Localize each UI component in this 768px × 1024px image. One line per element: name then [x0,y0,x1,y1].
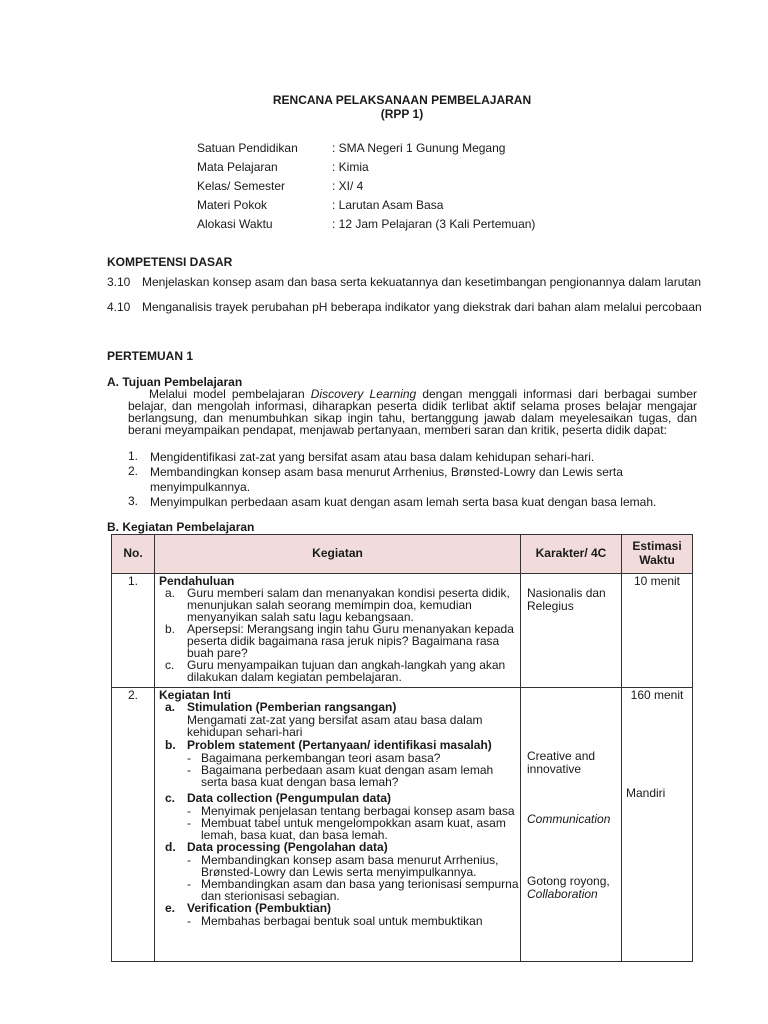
tujuan-item-number: 1. [128,449,139,463]
tujuan-item-number: 3. [128,494,139,508]
row-karakter [521,574,622,688]
kompetensi-text: Menjelaskan konsep asam dan basa serta kekuatannya dan kesetimbangan pengionannya dalam larutan [142,275,702,289]
tujuan-heading: A. Tujuan Pembelajaran [107,375,243,389]
document-title [0,93,768,121]
item-text: Guru memberi salam dan menanyakan kondisi peserta didik, menunjukan salah seorang memimpin doa, kemudian menyanyikan salah satu lagu kebangsaan. [187,586,510,624]
step-marker: b. [165,738,176,752]
kompetensi-number: 4.10 [107,300,131,314]
dash-item: - Membandingkan asam dan basa yang terionisasi sempurna dan sterionisasi sebagian. [187,877,519,903]
dash-text: Membandingkan asam dan basa yang terionisasi sempurna dan sterionisasi sebagian. [201,877,519,903]
estimasi-text: 10 menit [633,574,681,588]
karakter-collaboration: Collaboration [527,887,598,901]
dash-text: Membuat tabel untuk mengelompokkan asam kuat, asam lemah, basa kuat, dan basa lemah. [201,816,506,842]
step-marker: a. [165,700,176,714]
dash-text: Bagaimana perkembangan teori asam basa? [201,751,441,765]
title-line-1: RENCANA PELAKSANAAN PEMBELAJARAN [272,93,532,107]
step-text: Verification (Pembuktian) [187,901,332,915]
kompetensi-number: 3.10 [107,275,131,289]
dash-text: Menyimak penjelasan tentang berbagai konsep asam basa [201,804,515,818]
item-text: Apersepsi: Merangsang ingin tahu Guru menanyakan kepada peserta didik bagaimana rasa jeruk nipis? Bagaimana rasa buah pare? [187,622,514,660]
dash-item: - Membahas berbagai bentuk soal untuk membuktikan [187,914,483,928]
identity-value: : XI/ 4 [332,179,364,193]
row-karakter [521,688,622,962]
item-marker: c. [165,658,175,672]
identity-value: : SMA Negeri 1 Gunung Megang [332,141,506,155]
identity-label: Mata Pelajaran [197,160,278,174]
item-marker: b. [165,622,176,636]
step-marker: d. [165,840,176,854]
item-marker: a. [165,586,176,600]
section-title: Kegiatan Inti [159,688,232,702]
step-marker: c. [165,791,176,805]
karakter-communication: Communication [527,812,611,826]
dash-item: - Bagaimana perbedaan asam kuat dengan asam lemah serta basa kuat dengan basa lemah? [187,763,494,789]
model-name: Discovery Learning [310,387,417,401]
header-karakter: Karakter/ 4C [521,535,622,574]
step-text: Data collection (Pengumpulan data) [187,791,392,805]
karakter-creative: Creative and innovative [527,749,596,776]
header-kegiatan: Kegiatan [155,535,521,574]
section-title: Pendahuluan [159,574,235,588]
tujuan-paragraph-start: Melalui model pembelajaran [149,387,311,401]
activity-item [155,623,520,659]
item-text: Guru menyampaikan tujuan dan angkah-langkah yang akan dilakukan dalam kegiatan pembelajaran. [187,658,506,684]
dash-item: - Bagaimana perkembangan teori asam basa? [187,751,441,765]
table-header-row [112,535,693,574]
karakter-mandiri: Mandiri [626,786,666,800]
identity-value: : Larutan Asam Basa [332,198,444,212]
tujuan-item-text: Membandingkan konsep asam basa menurut Arrhenius, Brønsted-Lowry dan Lewis serta menyimpulkannya. [150,465,623,494]
identity-value: : 12 Jam Pelajaran (3 Kali Pertemuan) [332,217,536,231]
table-row [112,688,693,962]
dash-item: - Membuat tabel untuk mengelompokkan asam kuat, asam lemah, basa kuat, dan basa lemah. [187,816,506,842]
dash-text: Membandingkan konsep asam basa menurut Arrhenius, Brønsted-Lowry dan Lewis serta menyimpulkannya. [201,853,499,879]
tujuan-item-text: Menyimpulkan perbedaan asam kuat dengan asam lemah serta basa kuat dengan basa lemah. [150,495,657,509]
tujuan-paragraph-end: dengan menggali informasi dari berbagai sumber belajar, dan mengolah informasi, diharapkan peserta didik terlibat aktif selama proses belajar mengajar berlangsung, dan menumbuhkan sikap ingin tahu, bertanggung jawab dalam meyelesaikan tugas, dan berani meyampaikan pendapat, menjawab pertanyaan, memberi saran dan kritik, peserta didik dapat: [128,387,698,437]
step-text: Stimulation (Pemberian rangsangan) [187,700,397,714]
step-description: Mengamati zat-zat yang bersifat asam atau basa dalam kehidupan sehari-hari [187,713,483,739]
step-marker: e. [165,901,176,915]
estimasi-text: 160 menit [630,688,684,702]
activity-item [155,587,520,623]
pertemuan-heading: PERTEMUAN 1 [107,349,194,363]
row-kegiatan [155,688,521,962]
dash-text: Bagaimana perbedaan asam kuat dengan asam lemah serta basa kuat dengan basa lemah? [201,763,494,789]
identity-label: Kelas/ Semester [197,179,286,193]
step-title [155,701,520,714]
row-estimasi [622,688,693,962]
activity-item [155,659,520,683]
dash-item: - Menyimak penjelasan tentang berbagai konsep asam basa [187,804,515,818]
identity-value: : Kimia [332,160,369,174]
header-no: No. [112,535,155,574]
tujuan-item-number: 2. [128,464,139,478]
kompetensi-text: Menganalisis trayek perubahan pH beberapa indikator yang diekstrak dari bahan alam melalui percobaan [142,300,702,314]
identity-label: Satuan Pendidikan [197,141,298,155]
identity-label: Alokasi Waktu [197,217,273,231]
karakter-text: Nasionalis dan Relegius [527,586,606,613]
row-estimasi [622,574,693,688]
kegiatan-table [111,534,693,962]
title-line-2: (RPP 1) [380,107,424,121]
karakter-gotong-royong: Gotong royong, [527,874,610,888]
step-text: Problem statement (Pertanyaan/ identifikasi masalah) [187,738,492,752]
identity-label: Materi Pokok [197,198,268,212]
row-kegiatan [155,574,521,688]
header-estimasi: Estimasi Waktu [622,535,693,574]
dash-item: - Membandingkan konsep asam basa menurut Arrhenius, Brønsted-Lowry dan Lewis serta menyimpulkannya. [187,853,499,879]
kegiatan-heading: B. Kegiatan Pembelajaran [107,520,255,534]
tujuan-paragraph [128,388,697,436]
tujuan-item-text: Mengidentifikasi zat-zat yang bersifat asam atau basa dalam kehidupan sehari-hari. [150,450,595,464]
table-row [112,574,693,688]
kompetensi-heading: KOMPETENSI DASAR [107,255,233,269]
row-number: 2. [112,688,155,962]
dash-text: Membahas berbagai bentuk soal untuk membuktikan [201,914,483,928]
row-number: 1. [112,574,155,688]
step-text: Data processing (Pengolahan data) [187,840,388,854]
